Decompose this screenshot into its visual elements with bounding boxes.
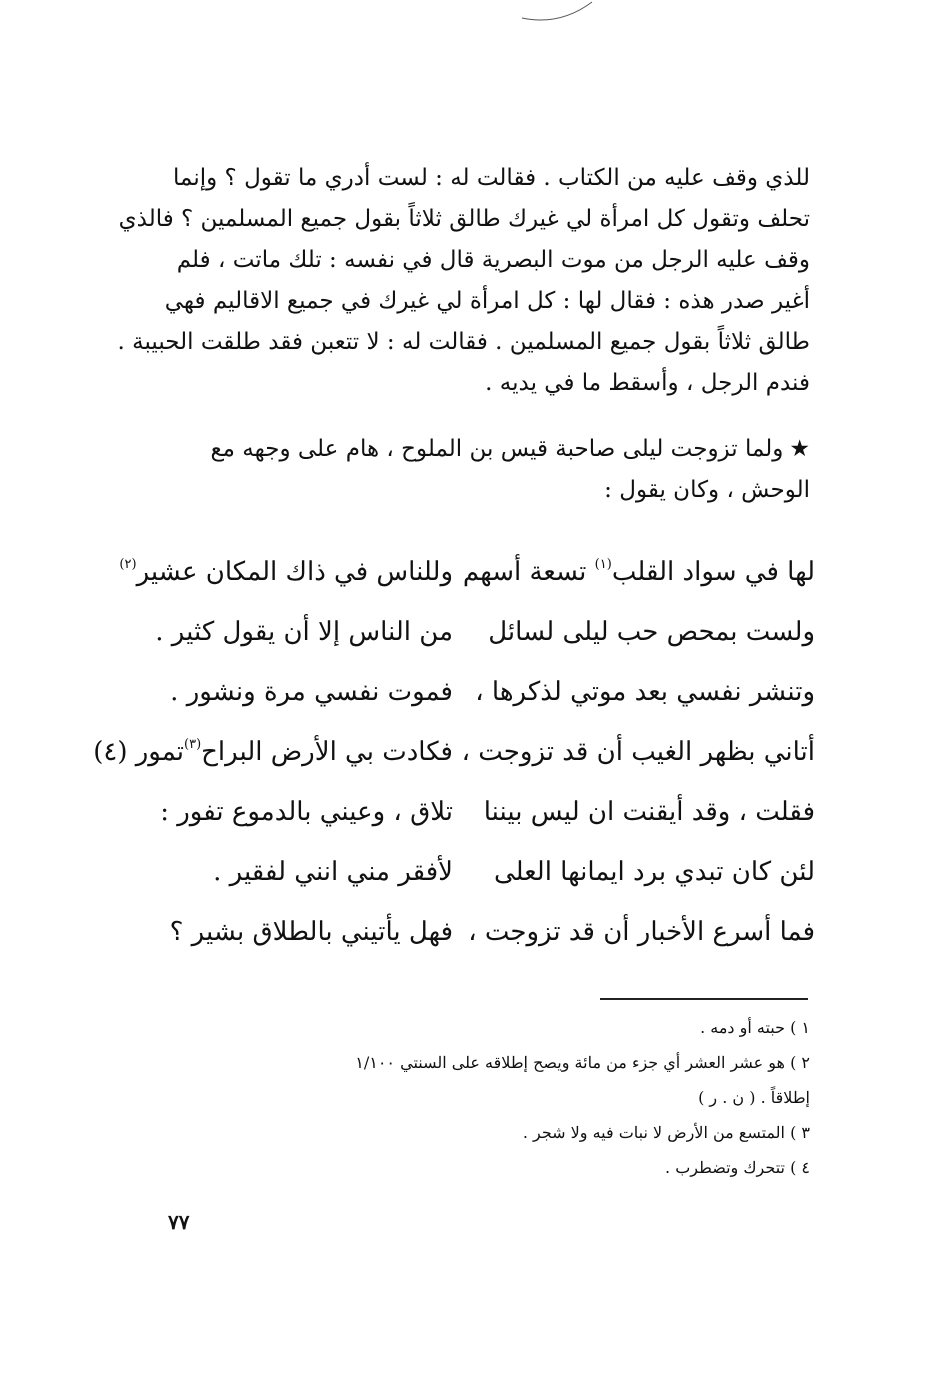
poem-verse xyxy=(119,542,815,602)
verse-second-hemistich: فكادت بي الأرض البراح$^{(٣)}$تمور (٤) xyxy=(93,737,453,767)
star-marker: ★ xyxy=(789,436,810,462)
footnote: ٢ ) هو عشر العشر أي جزء من مائة ويصح إطلاقه على السنتي ١/١٠٠ xyxy=(355,1053,810,1072)
verse-first-hemistich: فقلت ، وقد أيقنت ان ليس بيننا xyxy=(483,797,815,827)
prose-line: طالق ثلاثاً بقول جميع المسلمين . فقالت له : لا تتعبن فقد طلقت الحبيبة . xyxy=(117,329,810,355)
footnote-ref: (٢) xyxy=(119,557,137,572)
verse-first-hemistich: ولست بمحص حب ليلى لسائل xyxy=(488,617,815,647)
prose-paragraph-1 xyxy=(117,158,810,404)
page-corner-mark xyxy=(520,0,600,24)
verse-first-hemistich: لئن كان تبدي برد ايمانها العلى xyxy=(493,857,815,887)
poem-verse xyxy=(135,662,815,722)
verse-second-hemistich: تلاق ، وعيني بالدموع تفور : xyxy=(160,797,453,827)
poem-verse xyxy=(93,722,815,782)
prose-line: فندم الرجل ، وأسقط ما في يديه . xyxy=(485,370,810,396)
footnote-ref: (١) xyxy=(594,557,612,572)
prose-line: أغير صدر هذه : فقال لها : كل امرأة لي غيرك في جميع الاقاليم فهي xyxy=(164,288,810,314)
verse-first-hemistich: وتنشر نفسي بعد موتي لذكرها ، xyxy=(475,677,815,707)
verse-first-hemistich: أتاني بظهر الغيب أن قد تزوجت ، xyxy=(461,737,815,767)
footnotes xyxy=(140,1010,810,1185)
footnote-ref: (٣) xyxy=(184,737,202,752)
poem-verse xyxy=(135,902,815,962)
prose-paragraph-2 xyxy=(140,429,810,511)
poem xyxy=(93,542,815,962)
poem-verse xyxy=(135,842,815,902)
verse-second-hemistich: لأفقر مني انني لفقير . xyxy=(213,857,453,887)
poem-verse xyxy=(135,782,815,842)
verse-first-hemistich: فما أسرع الأخبار أن قد تزوجت ، xyxy=(468,917,815,947)
verse-second-hemistich: وللناس في ذاك المكان عشير$^{(٢)}$ xyxy=(119,557,453,587)
prose-line xyxy=(140,429,810,470)
poem-verse xyxy=(135,602,815,662)
verse-second-hemistich: من الناس إلا أن يقول كثير . xyxy=(155,617,453,647)
footnote: ١ ) حبته أو دمه . xyxy=(700,1018,810,1037)
footnote: ٤ ) تتحرك وتضطرب . xyxy=(665,1158,810,1177)
prose-line: وقف عليه الرجل من موت البصرية قال في نفسه : تلك ماتت ، فلم xyxy=(176,247,810,273)
prose-line-text: ولما تزوجت ليلى صاحبة قيس بن الملوح ، هام على وجهه مع xyxy=(210,436,784,462)
prose-line: تحلف وتقول كل امرأة لي غيرك طالق ثلاثاً بقول جميع المسلمين ؟ فالذي xyxy=(118,206,810,232)
prose-line: للذي وقف عليه من الكتاب . فقالت له : لست أدري ما تقول ؟ وإنما xyxy=(173,165,810,191)
verse-second-hemistich: فهل يأتيني بالطلاق بشير ؟ xyxy=(169,917,453,947)
verse-second-hemistich: فموت نفسي مرة ونشور . xyxy=(170,677,453,707)
verse-first-hemistich: لها في سواد القلب$^{(١)}$ تسعة أسهم xyxy=(462,557,815,587)
footnote: ٣ ) المتسع من الأرض لا نبات فيه ولا شجر . xyxy=(522,1123,810,1142)
prose-line: الوحش ، وكان يقول : xyxy=(604,477,810,503)
page-number: ٧٧ xyxy=(168,1210,190,1234)
footnote: إطلاقاً . ( ن . ر ) xyxy=(698,1088,810,1107)
footnote-divider xyxy=(600,998,808,1000)
